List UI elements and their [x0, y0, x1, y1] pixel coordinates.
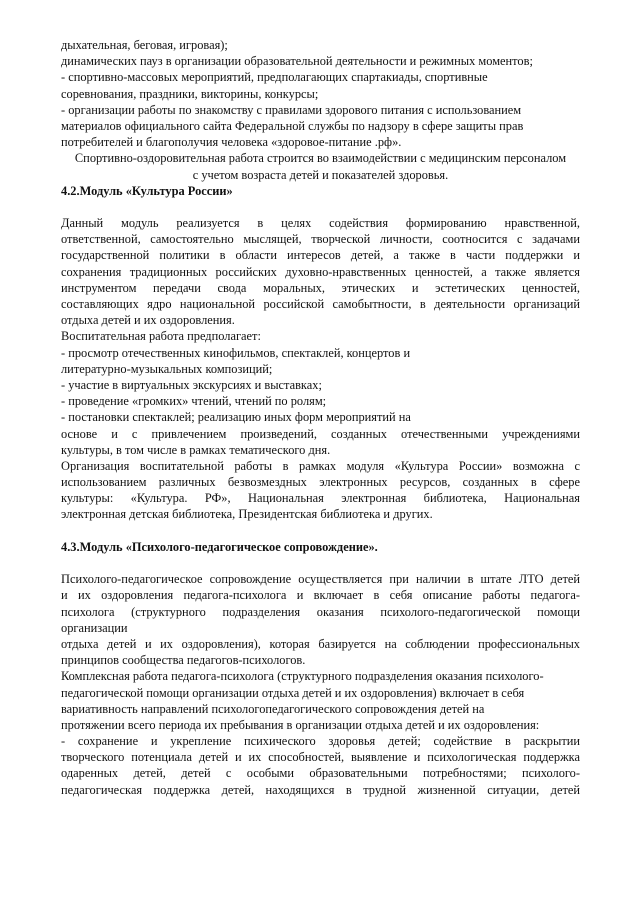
section-heading-4-3: 4.3.Модуль «Психолого-педагогическое сопровождение». [61, 539, 378, 554]
text-line: отдыха детей и их оздоровления. [61, 313, 235, 328]
text-line: Спортивно-оздоровительная работа строится во взаимодействии с медицинским персоналом [74, 151, 567, 166]
text-line: инструментом передачи свода моральных, этических и эстетических ценностей, [61, 280, 580, 295]
text-line: - сохранение и укрепление психического здоровья детей; содействие в раскрытии [61, 734, 580, 749]
text-line: ответственной, самостоятельно мыслящей, творческой личности, соотносится с задачами [61, 232, 580, 247]
list-item: - постановки спектаклей; реализацию иных форм мероприятий на [61, 410, 411, 425]
section-4-2-intro: Воспитательная работа предполагает: [61, 329, 261, 344]
text-line: с учетом возраста детей и показателей здоровья. [192, 167, 449, 182]
text-line: Данный модуль реализуется в целях содействия формированию нравственной, [61, 216, 580, 231]
section-heading-4-2: 4.2.Модуль «Культура России» [61, 183, 233, 198]
section-4-2-list [61, 345, 580, 458]
section-4-3-paragraph-1 [61, 571, 580, 668]
text-line: протяжении всего периода их пребывания в организации отдыха детей и их оздоровления: [61, 717, 540, 732]
text-line: электронная детская библиотека, Президентская библиотека и других. [61, 507, 433, 522]
document-page [61, 37, 580, 798]
section-4-3-paragraph-2 [61, 668, 580, 798]
text-line: дыхательная, беговая, игровая); [61, 38, 228, 52]
text-line: вариативность направлений психологопедагогического сопровождения детей на [61, 701, 485, 716]
text-line: творческого потенциала детей и их способностей, выявление и психологическая поддержка [61, 750, 580, 765]
text-line: педагогическая поддержка детей, находящихся в трудной жизненной ситуации, детей [61, 782, 580, 797]
text-line: потребителей и благополучия человека «здоровое-питание .рф». [61, 135, 402, 150]
text-line: организации [61, 620, 128, 635]
text-line: отдыха детей и их оздоровления), которая базируется на соблюдении профессиональных [61, 636, 580, 651]
list-item: литературно-музыкальных композиций; [61, 361, 273, 376]
text-line: динамических пауз в организации образовательной деятельности и режимных моментов; [61, 54, 533, 69]
text-line: сохранения традиционных российских духовно-нравственных ценностей, а также является [61, 264, 580, 279]
text-line: - спортивно-массовых мероприятий, предполагающих спартакиады, спортивные [61, 70, 488, 85]
list-item: - просмотр отечественных кинофильмов, спектаклей, концертов и [61, 345, 411, 360]
text-line: Комплексная работа педагога-психолога (структурного подразделения оказания психолого- [61, 669, 544, 684]
text-line: государственной политики в области интересов детей, а также в части поддержки и [61, 248, 580, 263]
text-line: педагогической помощи организации отдыха детей и их оздоровления) включает в себя [61, 685, 525, 700]
section-4-2-paragraph-2 [61, 458, 580, 523]
list-item: культуры, в том числе в рамках тематического дня. [61, 442, 331, 457]
section-4-2-paragraph-1 [61, 215, 580, 328]
text-line: - организации работы по знакомству с правилами здорового питания с использованием [61, 102, 522, 117]
top-block [61, 37, 580, 183]
text-line: Психолого-педагогическое сопровождение осуществляется при наличии в штате ЛТО детей [61, 572, 580, 587]
text-line: культуры: «Культура. РФ», Национальная электронная библиотека, Национальная [61, 491, 580, 506]
text-line: составляющих ядро национальной российской самобытности, в деятельности организаций [61, 297, 580, 311]
text-line: психолога (структурного подразделения оказания психолого-педагогической помощи [61, 604, 580, 619]
text-line: Организация воспитательной работы в рамках модуля «Культура России» возможна с [61, 458, 580, 473]
text-line: соревнования, праздники, викторины, конкурсы; [61, 86, 319, 101]
list-item: - проведение «громких» чтений, чтений по ролям; [61, 394, 327, 409]
text-line: принципов сообщества педагогов-психологов. [61, 653, 306, 668]
text-line: и их оздоровления педагога-психолога и включает в себя описание работы педагога- [61, 588, 580, 603]
text-line: одаренных детей, детей с особыми образовательными потребностями; психолого- [61, 766, 580, 781]
list-item: - участие в виртуальных экскурсиях и выставках; [61, 377, 322, 392]
text-line: использованием различных безвозмездных электронных ресурсов, созданных в сфере [61, 475, 580, 490]
text-line: материалов официального сайта Федеральной службы по надзору в сфере защиты прав [61, 118, 524, 133]
list-item: основе и с привлечением произведений, созданных отечественными учреждениями [61, 426, 580, 441]
